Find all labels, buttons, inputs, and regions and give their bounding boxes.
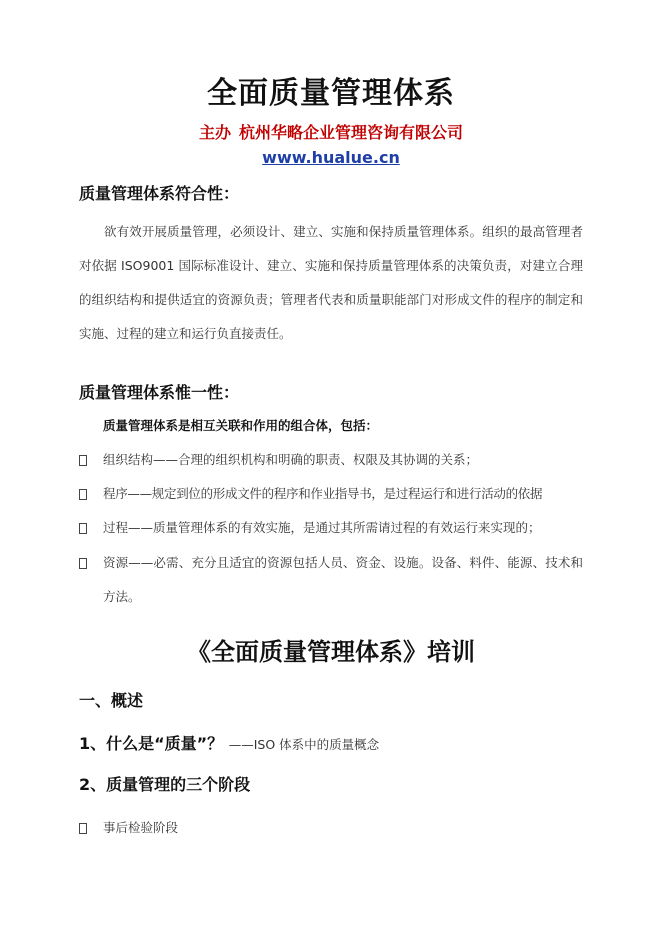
question-quality-sub: ——ISO 体系中的质量概念 [228,737,380,752]
bullet-item [79,555,583,614]
uniqueness-intro: 质量管理体系是相互关联和作用的组合体，包括： [103,418,379,433]
host-label: 主办 [198,123,231,142]
overview-heading: 一、概述 [79,691,144,710]
host-name: 杭州华略企业管理咨询有限公司 [239,123,464,142]
training-title: 《全面质量管理体系》培训 [187,638,475,666]
document-title: 全面质量管理体系 [207,76,455,111]
checkbox-bullet-icon [79,558,87,569]
bullet-text: 事后检验阶段 [103,820,179,835]
bullet-text: 资源——必需、充分且适宜的资源包括人员、资金、设施。设备、料件、能源、技术和方法。 [103,555,583,604]
website-url [0,148,662,167]
checkbox-bullet-icon [79,823,87,834]
bullet-item [79,486,583,511]
question-quality-main: 1、什么是“质量”？ [79,734,224,753]
bullet-text: 过程——质量管理体系的有效实施，是通过其所需请过程的有效运行来实现的； [103,520,541,535]
bullet-text: 程序——规定到位的形成文件的程序和作业指导书，是过程运行和进行活动的依据 [103,486,543,501]
conformity-paragraph: 欲有效开展质量管理，必须设计、建立、实施和保持质量管理体系。组织的最高管理者对依据 ISO9001 国际标准设计、建立、实施和保持质量管理体系的决策负责，对建立合理的组织结构和提供适宜的资源负责；管理者代表和质量职能部门对形成文件的程序的制定和实施、过程的建立和运行负直接责任。 [79,224,583,341]
bullet-item [79,520,583,545]
question-quality-heading [79,731,379,754]
website-link[interactable]: www.hualue.cn [262,148,400,167]
uniqueness-heading: 质量管理体系惟一性： [79,383,240,402]
three-stages-heading: 2、质量管理的三个阶段 [79,775,251,794]
checkbox-bullet-icon [79,489,87,500]
bullet-item [79,452,583,477]
bullet-text: 组织结构——合理的组织机构和明确的职责、权限及其协调的关系； [103,452,479,467]
conformity-heading: 质量管理体系符合性： [79,184,240,203]
host-line [0,120,662,143]
bullet-item [79,820,583,845]
checkbox-bullet-icon [79,523,87,534]
checkbox-bullet-icon [79,455,87,466]
